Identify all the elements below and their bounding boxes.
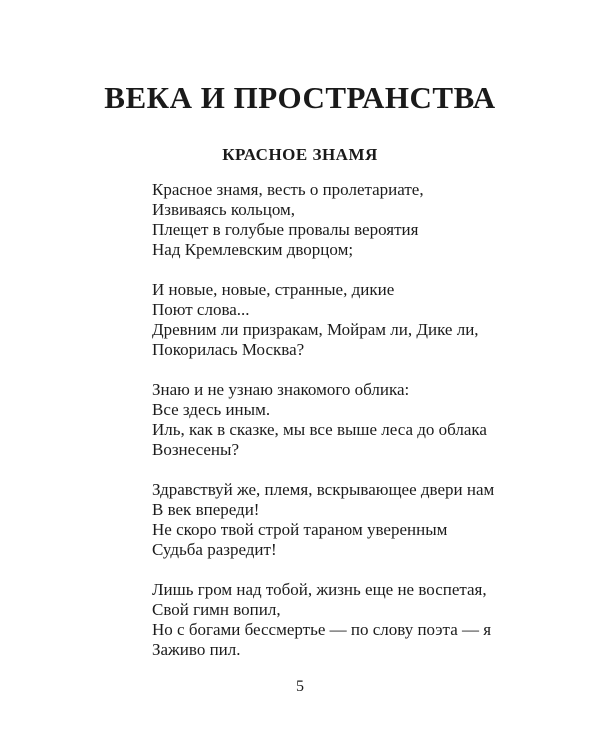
stanza-4 bbox=[152, 480, 572, 560]
poem-line: Извиваясь кольцом, bbox=[152, 200, 296, 219]
poem-line: В век впереди! bbox=[152, 500, 260, 519]
poem-line: Древним ли призракам, Мойрам ли, Дике ли, bbox=[152, 320, 479, 339]
poem-line: Заживо пил. bbox=[152, 640, 241, 659]
poem-line: Над Кремлевским дворцом; bbox=[152, 240, 354, 259]
poem-line: Свой гимн вопил, bbox=[152, 600, 281, 619]
stanza-1 bbox=[152, 180, 572, 260]
page-number: 5 bbox=[296, 678, 304, 695]
stanza-2 bbox=[152, 280, 572, 360]
section-title: ВЕКА И ПРОСТРАНСТВА bbox=[104, 80, 496, 115]
poem-line: Вознесены? bbox=[152, 440, 239, 459]
poem-line: Все здесь иным. bbox=[152, 400, 271, 419]
poem-line: Здравствуй же, племя, вскрывающее двери нам bbox=[152, 480, 495, 499]
poem-line: Не скоро твой строй тараном уверенным bbox=[152, 520, 448, 539]
poem-line: Судьба разредит! bbox=[152, 540, 277, 559]
poem-body bbox=[152, 180, 572, 680]
stanza-5 bbox=[152, 580, 572, 660]
poem-line: Поют слова... bbox=[152, 300, 250, 319]
poem-title: КРАСНОЕ ЗНАМЯ bbox=[222, 145, 378, 164]
poem-line: Но с богами бессмертье — по слову поэта — я bbox=[152, 620, 492, 639]
poem-line: Плещет в голубые провалы вероятия bbox=[152, 220, 419, 239]
stanza-3 bbox=[152, 380, 572, 460]
poem-line: Знаю и не узнаю знакомого облика: bbox=[152, 380, 410, 399]
poem-line: Красное знамя, весть о пролетариате, bbox=[152, 180, 424, 199]
poem-line: Лишь гром над тобой, жизнь еще не воспетая, bbox=[152, 580, 487, 599]
poem-line: Покорилась Москва? bbox=[152, 340, 305, 359]
poem-line: И новые, новые, странные, дикие bbox=[152, 280, 395, 299]
poem-line: Иль, как в сказке, мы все выше леса до облака bbox=[152, 420, 487, 439]
